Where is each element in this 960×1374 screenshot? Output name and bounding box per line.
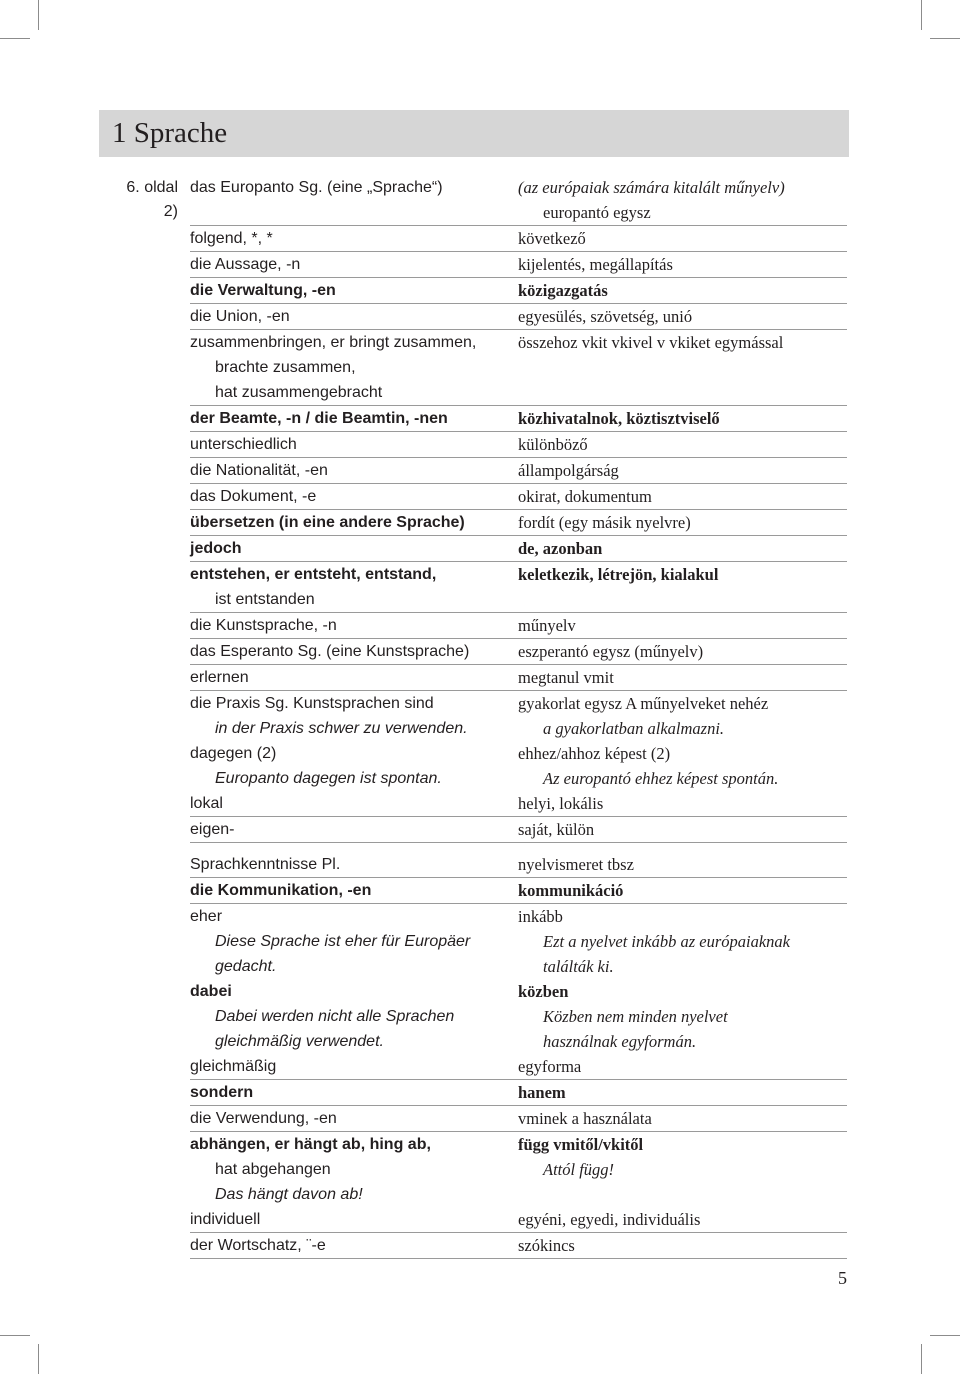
crop-mark — [38, 0, 39, 30]
vocab-entry — [190, 406, 847, 432]
german-line: die Verwendung, -en — [190, 1110, 337, 1127]
german-term — [190, 1233, 518, 1258]
vocab-entry — [190, 1233, 847, 1259]
hungarian-translation — [518, 1207, 847, 1232]
german-term — [190, 510, 518, 535]
german-line: das Esperanto Sg. (eine Kunstsprache) — [190, 643, 470, 660]
german-line: Dabei werden nicht alle Sprachen — [215, 1008, 455, 1025]
hungarian-line: közhivatalnok, köztisztviselő — [518, 409, 720, 428]
hungarian-translation — [518, 330, 847, 405]
hungarian-line: kijelentés, megállapítás — [518, 255, 673, 274]
hungarian-translation — [518, 639, 847, 664]
hungarian-translation — [518, 691, 847, 741]
hungarian-line: műnyelv — [518, 616, 576, 635]
hungarian-line: a gyakorlatban alkalmazni. — [543, 719, 725, 738]
source-reference — [110, 176, 178, 224]
hungarian-line: egyesülés, szövetség, unió — [518, 307, 693, 326]
hungarian-line: saját, külön — [518, 820, 595, 839]
german-term — [190, 791, 518, 816]
hungarian-line: helyi, lokális — [518, 794, 604, 813]
german-line: hat abgehangen — [215, 1161, 331, 1178]
vocab-entry — [190, 613, 847, 639]
crop-mark — [930, 1335, 960, 1336]
crop-mark — [921, 0, 922, 30]
crop-mark — [0, 1335, 30, 1336]
german-line: die Verwaltung, -en — [190, 282, 336, 299]
german-line: Sprachkenntnisse Pl. — [190, 856, 341, 873]
german-line: übersetzen (in eine andere Sprache) — [190, 514, 465, 531]
vocab-entry — [190, 536, 847, 562]
german-line: eigen- — [190, 821, 235, 838]
german-line: entstehen, er entsteht, entstand, — [190, 566, 437, 583]
german-line: die Aussage, -n — [190, 256, 301, 273]
german-line: die Kommunikation, -en — [190, 882, 372, 899]
hungarian-line: Az europantó ehhez képest spontán. — [543, 769, 779, 788]
german-term — [190, 330, 518, 405]
german-line: der Wortschatz, ¨-e — [190, 1237, 326, 1254]
vocab-entry — [190, 817, 847, 843]
hungarian-line: összehoz vkit vkivel v vkiket egymással — [518, 333, 784, 352]
vocab-entry — [190, 741, 847, 791]
hungarian-translation — [518, 536, 847, 561]
german-line: die Union, -en — [190, 308, 290, 325]
german-term — [190, 639, 518, 664]
vocab-entry — [190, 432, 847, 458]
vocab-entry — [190, 979, 847, 1054]
hungarian-line: függ vmitől/vkitől — [518, 1135, 644, 1154]
german-term — [190, 852, 518, 877]
hungarian-translation — [518, 432, 847, 457]
vocab-entry — [190, 278, 847, 304]
german-line: erlernen — [190, 669, 249, 686]
page-number: 5 — [838, 1268, 847, 1288]
german-term — [190, 304, 518, 329]
vocab-entry — [190, 458, 847, 484]
german-line: gleichmäßig verwendet. — [215, 1033, 384, 1050]
german-term — [190, 741, 518, 791]
german-term — [190, 458, 518, 483]
hungarian-line: szókincs — [518, 1236, 575, 1255]
vocab-entry — [190, 226, 847, 252]
german-line: die Nationalität, -en — [190, 462, 328, 479]
vocab-entry — [190, 1106, 847, 1132]
german-term — [190, 1080, 518, 1105]
hungarian-line: különböző — [518, 435, 588, 454]
hungarian-translation — [518, 252, 847, 277]
hungarian-line: megtanul vmit — [518, 668, 614, 687]
german-term — [190, 613, 518, 638]
chapter-title: 1 Sprache — [112, 117, 228, 149]
hungarian-translation — [518, 613, 847, 638]
hungarian-translation — [518, 878, 847, 903]
german-term — [190, 406, 518, 431]
german-line: hat zusammengebracht — [215, 384, 383, 401]
vocab-entry — [190, 691, 847, 741]
hungarian-line: egyforma — [518, 1057, 582, 1076]
hungarian-line: Ezt a nyelvet inkább az európaiaknak — [543, 932, 790, 951]
hungarian-translation — [518, 484, 847, 509]
crop-mark — [930, 38, 960, 39]
german-term — [190, 1106, 518, 1131]
hungarian-line: europantó egysz — [543, 203, 651, 222]
hungarian-line: használnak egyformán. — [543, 1032, 697, 1051]
hungarian-line: nyelvismeret tbsz — [518, 855, 634, 874]
german-line: individuell — [190, 1211, 261, 1228]
vocab-entry — [190, 175, 847, 226]
german-line: in der Praxis schwer zu verwenden. — [215, 720, 468, 737]
german-line: lokal — [190, 795, 223, 812]
german-line: abhängen, er hängt ab, hing ab, — [190, 1136, 431, 1153]
vocab-entry — [190, 1080, 847, 1106]
hungarian-line: vminek a használata — [518, 1109, 652, 1128]
hungarian-translation — [518, 741, 847, 791]
hungarian-line: következő — [518, 229, 586, 248]
hungarian-line: állampolgárság — [518, 461, 619, 480]
hungarian-line: közigazgatás — [518, 281, 608, 300]
german-line: dabei — [190, 983, 232, 1000]
hungarian-line: közben — [518, 982, 569, 1001]
vocab-entry — [190, 510, 847, 536]
vocab-entry — [190, 252, 847, 278]
hungarian-line: (az európaiak számára kitalált műnyelv) — [518, 178, 785, 197]
crop-mark — [921, 1344, 922, 1374]
vocab-entry — [190, 791, 847, 817]
hungarian-line: Attól függ! — [543, 1160, 615, 1179]
german-line: folgend, *, * — [190, 230, 273, 247]
german-line: das Dokument, -e — [190, 488, 317, 505]
hungarian-line: eszperantó egysz (műnyelv) — [518, 642, 704, 661]
hungarian-translation — [518, 1106, 847, 1131]
vocabulary-list — [190, 175, 847, 1259]
german-line: Europanto dagegen ist spontan. — [215, 770, 442, 787]
german-line: Das hängt davon ab! — [215, 1186, 363, 1203]
german-term — [190, 665, 518, 690]
german-line: gleichmäßig — [190, 1058, 277, 1075]
vocab-entry — [190, 665, 847, 691]
hungarian-translation — [518, 304, 847, 329]
german-line: dagegen (2) — [190, 745, 277, 762]
vocab-entry — [190, 484, 847, 510]
german-term — [190, 691, 518, 741]
hungarian-line: okirat, dokumentum — [518, 487, 652, 506]
crop-mark — [0, 38, 30, 39]
vocab-entry — [190, 330, 847, 406]
hungarian-translation — [518, 665, 847, 690]
hungarian-translation — [518, 1080, 847, 1105]
hungarian-translation — [518, 1132, 847, 1207]
hungarian-translation — [518, 510, 847, 535]
german-line: der Beamte, -n / die Beamtin, -nen — [190, 410, 448, 427]
vocab-entry — [190, 904, 847, 979]
hungarian-line: kommunikáció — [518, 881, 624, 900]
german-line: jedoch — [190, 540, 242, 557]
german-line: brachte zusammen, — [215, 359, 356, 376]
hungarian-line: gyakorlat egysz A műnyelveket nehéz — [518, 694, 769, 713]
german-line: die Praxis Sg. Kunstsprachen sind — [190, 695, 434, 712]
hungarian-translation — [518, 562, 847, 612]
vocab-entry — [190, 878, 847, 904]
german-term — [190, 1207, 518, 1232]
german-term — [190, 278, 518, 303]
german-line: das Europanto Sg. (eine „Sprache“) — [190, 179, 443, 196]
vocab-entry — [190, 562, 847, 613]
german-line: Diese Sprache ist eher für Europäer — [215, 933, 471, 950]
hungarian-translation — [518, 1054, 847, 1079]
vocab-entry — [190, 639, 847, 665]
hungarian-line: találták ki. — [543, 957, 614, 976]
source-reference-exercise: 2) — [163, 203, 178, 220]
hungarian-line: keletkezik, létrejön, kialakul — [518, 565, 719, 584]
hungarian-translation — [518, 226, 847, 251]
hungarian-line: fordít (egy másik nyelvre) — [518, 513, 691, 532]
german-term — [190, 536, 518, 561]
german-term — [190, 817, 518, 842]
german-line: ist entstanden — [215, 591, 315, 608]
vocab-entry — [190, 1207, 847, 1233]
german-term — [190, 904, 518, 979]
hungarian-translation — [518, 278, 847, 303]
hungarian-translation — [518, 1233, 847, 1258]
german-term — [190, 1132, 518, 1207]
hungarian-translation — [518, 458, 847, 483]
hungarian-translation — [518, 791, 847, 816]
vocab-entry — [190, 1054, 847, 1080]
hungarian-line: egyéni, egyedi, individuális — [518, 1210, 701, 1229]
german-term — [190, 878, 518, 903]
german-term — [190, 484, 518, 509]
german-line: gedacht. — [215, 958, 277, 975]
vocab-entry — [190, 304, 847, 330]
hungarian-translation — [518, 852, 847, 877]
hungarian-translation — [518, 979, 847, 1054]
german-term — [190, 1054, 518, 1079]
german-term — [190, 562, 518, 612]
german-line: sondern — [190, 1084, 254, 1101]
german-line: die Kunstsprache, -n — [190, 617, 337, 634]
hungarian-translation — [518, 904, 847, 979]
hungarian-line: hanem — [518, 1083, 566, 1102]
hungarian-line: ehhez/ahhoz képest (2) — [518, 744, 671, 763]
crop-mark — [38, 1344, 39, 1374]
hungarian-line: Közben nem minden nyelvet — [543, 1007, 728, 1026]
german-line: eher — [190, 908, 223, 925]
hungarian-line: de, azonban — [518, 539, 603, 558]
german-term — [190, 175, 518, 225]
german-line: unterschiedlich — [190, 436, 297, 453]
german-term — [190, 432, 518, 457]
german-line: zusammenbringen, er bringt zusammen, — [190, 334, 477, 351]
german-term — [190, 226, 518, 251]
hungarian-translation — [518, 406, 847, 431]
source-reference-page: 6. oldal — [126, 179, 178, 196]
hungarian-translation — [518, 175, 847, 225]
german-term — [190, 979, 518, 1054]
german-term — [190, 252, 518, 277]
hungarian-line: inkább — [518, 907, 563, 926]
vocab-entry — [190, 852, 847, 878]
hungarian-translation — [518, 817, 847, 842]
vocab-entry — [190, 1132, 847, 1207]
